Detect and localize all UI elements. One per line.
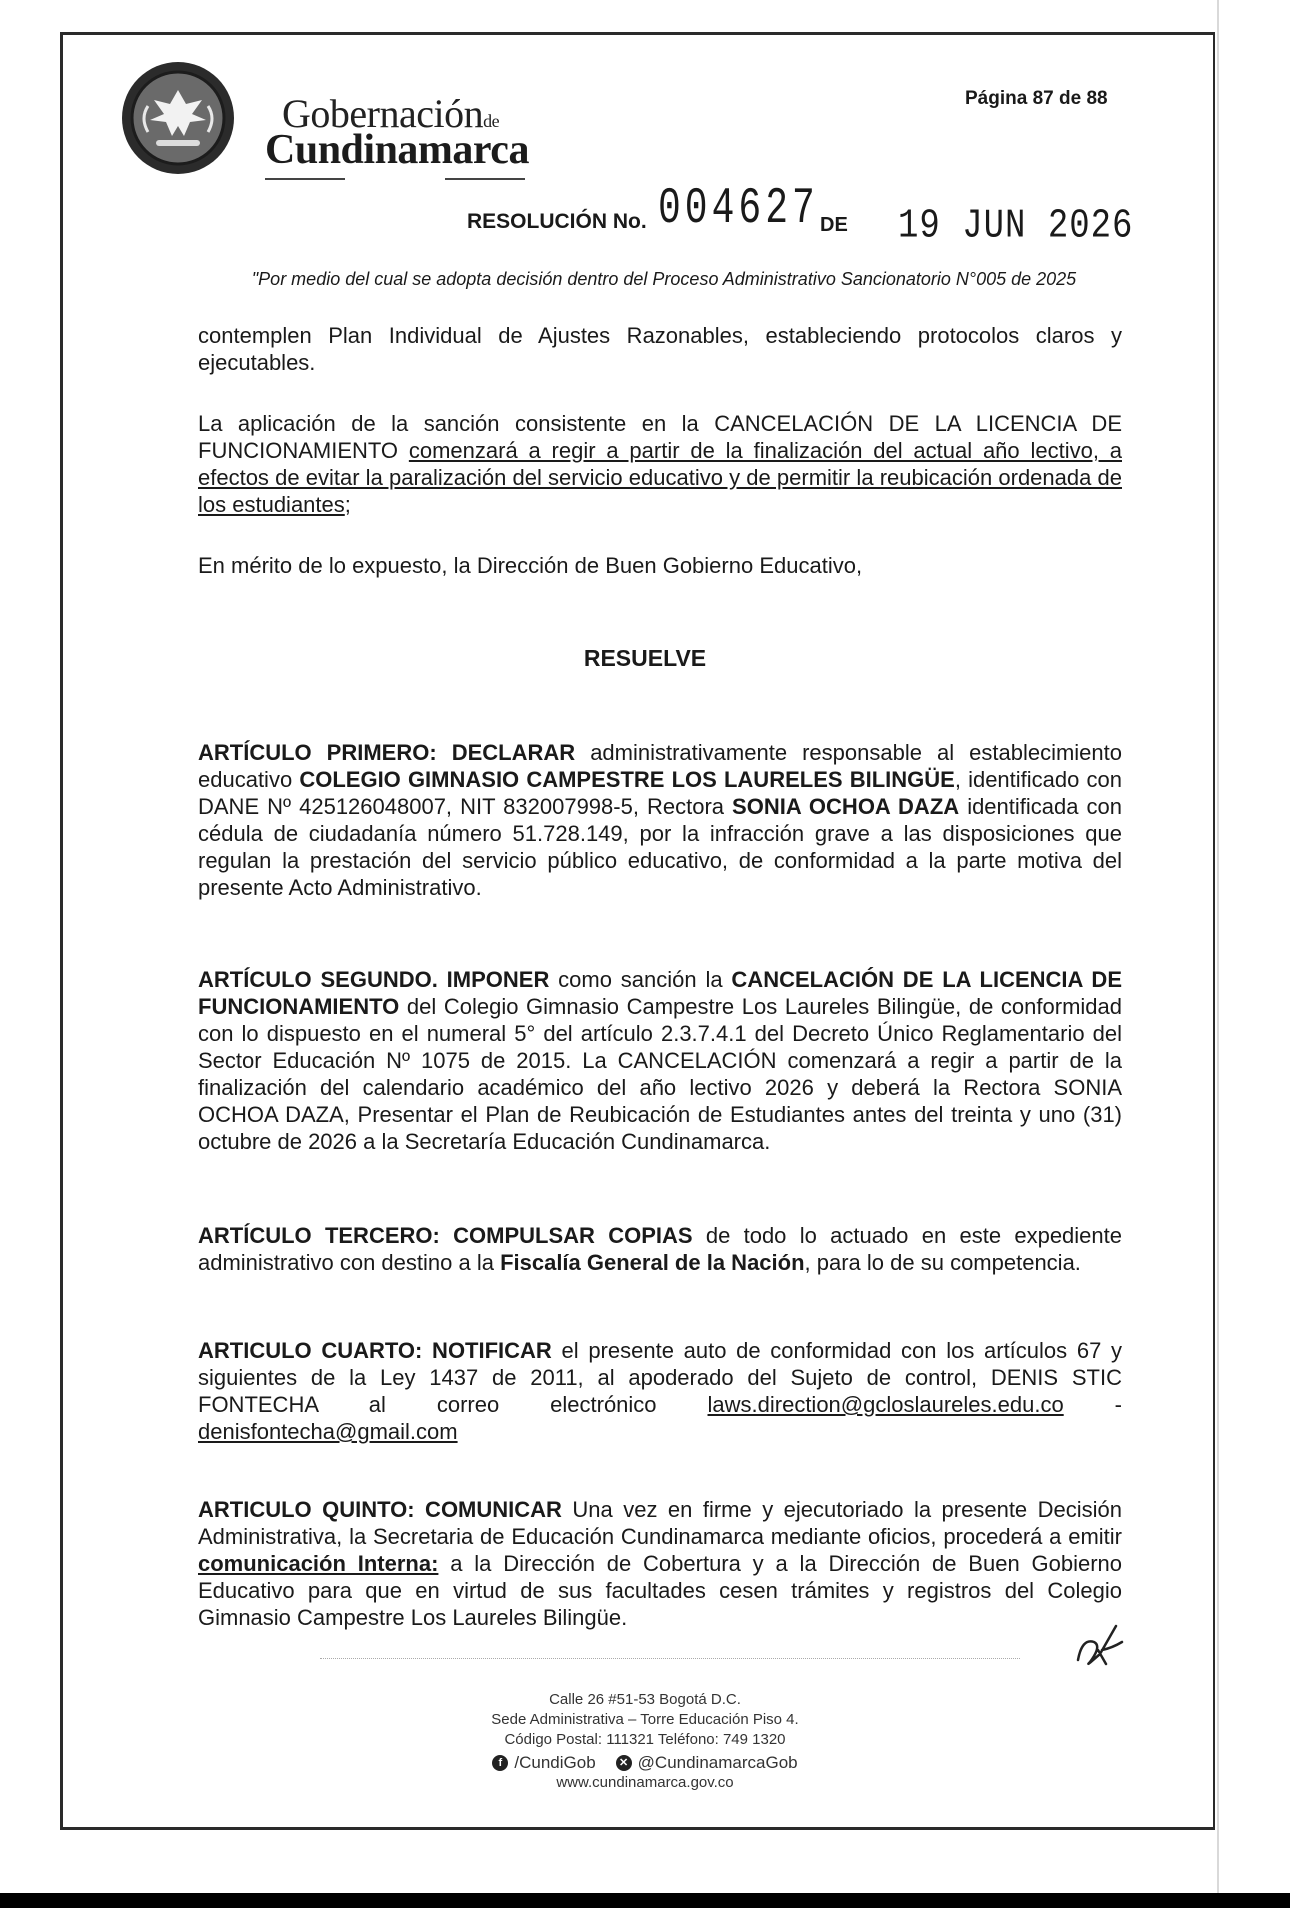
bottom-bar xyxy=(0,1893,1290,1908)
footer-postal: Código Postal: 111321 Teléfono: 749 1320 xyxy=(504,1731,786,1748)
article-2: ARTÍCULO SEGUNDO. IMPONER como sanción la CANCELACIÓN DE LA LICENCIA DE FUNCIONAMIENTO del Colegio Gimnasio Campestre Los Laureles Bilingüe, de conformidad con lo dispuesto en el numeral 5° del artículo 2.3.7.4.1 del Decreto Único Reglamentario del Sector Educación Nº 1075 de 2015. La CANCELACIÓN comenzará a regir a partir de la finalización del calendario académico del año lectivo 2026 y deberá la Rectora SONIA OCHOA DAZA, Presentar el Plan de Reubicación de Estudiantes antes del treinta y uno (31) octubre de 2026 a la Secretaría Educación Cundinamarca. xyxy=(198,967,1122,1154)
footer-address: Calle 26 #51-53 Bogotá D.C. xyxy=(549,1691,741,1708)
gobernacion-seal-icon xyxy=(120,60,236,176)
paragraph: La aplicación de la sanción consistente en la CANCELACIÓN DE LA LICENCIA DE FUNCIONAMIENTO comenzará a regir a partir de la finalización del actual año lectivo, a efectos de evitar la paralización del servicio educativo y de permitir la reubicación ordenada de los estudiantes; xyxy=(198,411,1122,517)
article-5: ARTICULO QUINTO: COMUNICAR Una vez en firme y ejecutoriado la presente Decisión Administrativa, la Secretaria de Educación Cundinamarca mediante oficios, procederá a emitir comunicación Interna: a la Dirección de Cobertura y a la Dirección de Buen Gobierno Educativo para que en virtud de sus facultades cesen trámites y registros del Colegio Gimnasio Campestre Los Laureles Bilingüe. xyxy=(198,1497,1123,1630)
twitter-handle[interactable]: @CundinamarcaGob xyxy=(637,1753,798,1772)
page-edge xyxy=(1217,0,1219,1900)
resolution-number: 004627 xyxy=(658,180,819,239)
resolution-label: RESOLUCIÓN No. xyxy=(467,210,647,233)
article-4: ARTICULO CUARTO: NOTIFICAR el presente auto de conformidad con los artículos 67 y siguientes de la Ley 1437 de 2011, al apoderado del Sujeto de control, DENIS STIC FONTECHA al correo electrónico laws.direction@gcloslaureles.edu.co - denisfontecha@gmail.com xyxy=(198,1338,1122,1444)
brand-underline xyxy=(265,178,345,180)
article-1: ARTÍCULO PRIMERO: DECLARAR administrativamente responsable al establecimiento educativo COLEGIO GIMNASIO CAMPESTRE LOS LAURELES BILINGÜE, identificado con DANE Nº 425126048007, NIT 832007998-5, Rectora SONIA OCHOA DAZA identificada con cédula de ciudadanía número 51.728.149, por la infracción grave a las disposiciones que regulan la prestación del servicio público educativo, de conformidad a la parte motiva del presente Acto Administrativo. xyxy=(198,740,1123,900)
document-subtitle: "Por medio del cual se adopta decisión dentro del Proceso Administrativo Sancionatorio N°005 de 2025 xyxy=(251,269,1077,289)
brand-underline xyxy=(445,178,525,180)
resolution-date: 19 JUN 2026 xyxy=(898,204,1134,250)
brand-region: Cundinamarca xyxy=(265,127,529,173)
footer-building: Sede Administrativa – Torre Educación Piso 4. xyxy=(491,1711,799,1728)
page-number: Página 87 de 88 xyxy=(965,88,1108,109)
facebook-icon: f xyxy=(492,1755,508,1771)
email-link[interactable]: laws.direction@gcloslaureles.edu.co xyxy=(707,1392,1064,1417)
footer-separator xyxy=(320,1658,1020,1660)
paragraph: contemplen Plan Individual de Ajustes Razonables, estableciendo protocolos claros y ejecutables. xyxy=(198,323,1122,375)
x-icon: ✕ xyxy=(616,1755,632,1771)
facebook-handle[interactable]: /CundiGob xyxy=(514,1753,596,1772)
article-3: ARTÍCULO TERCERO: COMPULSAR COPIAS de todo lo actuado en este expediente administrativo con destino a la Fiscalía General de la Nación, para lo de su competencia. xyxy=(198,1223,1122,1275)
resuelve-heading: RESUELVE xyxy=(583,645,707,671)
brand-name: Gobernaciónde xyxy=(282,91,500,136)
email-link[interactable]: denisfontecha@gmail.com xyxy=(198,1419,458,1444)
resolution-de-label: DE xyxy=(820,214,848,236)
footer-website[interactable]: www.cundinamarca.gov.co xyxy=(556,1774,734,1791)
paragraph: En mérito de lo expuesto, la Dirección de Buen Gobierno Educativo, xyxy=(198,553,863,578)
signature-icon xyxy=(1072,1620,1126,1672)
underlined-text: comenzará a regir a partir de la finalización del actual año lectivo, a efectos de evitar la paralización del servicio educativo y de permitir la reubicación ordenada de los estudiantes xyxy=(198,438,1122,517)
footer xyxy=(0,1690,1290,1793)
